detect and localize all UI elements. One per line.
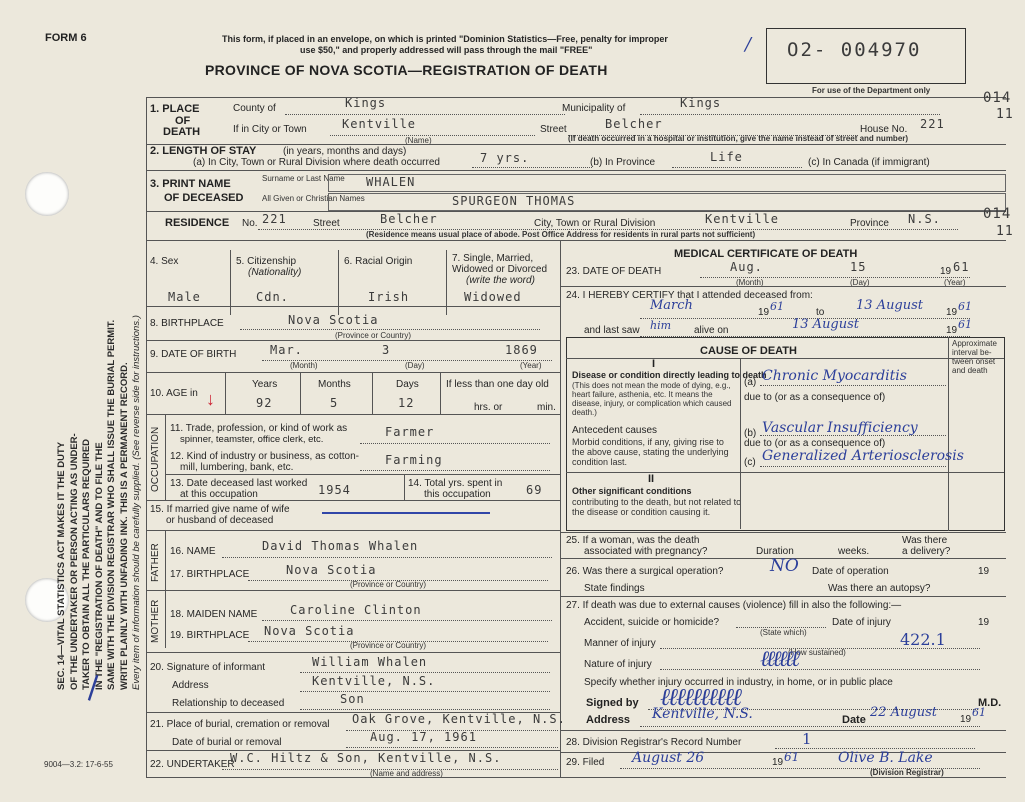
marital-value: Widowed: [464, 290, 522, 304]
of-deceased-label: OF DECEASED: [164, 192, 244, 204]
frame-top: [146, 97, 1006, 98]
stay-a-value: 7 yrs.: [480, 151, 530, 165]
birthplace-sublabel: (Province or Country): [335, 331, 412, 340]
alive-on: 13 August: [792, 317, 860, 332]
father-birthplace: Nova Scotia: [286, 563, 377, 577]
due-to-label-2: due to (or as a consequence of): [744, 438, 886, 449]
physician-signature: ℓℓℓℓℓℓℓℓℓℓ: [660, 683, 740, 711]
dob-day-sublabel: (Day): [405, 361, 425, 370]
physician-address: Kentville, N.S.: [652, 706, 753, 722]
marital-label-2: Widowed or Divorced: [452, 264, 548, 275]
house-value: 221: [920, 117, 945, 131]
print-name-label: 3. PRINT NAME: [150, 178, 231, 190]
mother-birthplace-sublabel: (Province or Country): [350, 641, 427, 650]
surgery-label: 26. Was there a surgical operation?: [566, 566, 724, 577]
father-name-label: 16. NAME: [170, 546, 216, 557]
given-box: [328, 193, 1006, 211]
surname-box: [328, 174, 1006, 192]
division-registrar-label: (Division Registrar): [870, 768, 944, 777]
notice-line-1: This form, if placed in an envelope, on which is printed "Dominion Statistics—Free, penalty for improper: [222, 34, 668, 44]
last-worked-value: 1954: [318, 483, 351, 497]
direct-cause-label: Disease or condition directly leading to death: [572, 370, 767, 380]
notice-line-2: use $50," and properly addressed will pass through the mail "FREE": [300, 45, 593, 55]
autopsy-label: Was there an autopsy?: [828, 583, 931, 594]
margin-check-mark: \: [80, 667, 107, 707]
antecedent-note: Morbid conditions, if any, giving rise to the above cause, stating the underlying condition last.: [572, 437, 729, 467]
cause-a-label: (a): [744, 377, 757, 388]
stay-c-label: (c) In Canada (if immigrant): [808, 157, 930, 168]
residence-label: RESIDENCE: [165, 217, 230, 229]
to-year: 61: [958, 300, 972, 313]
filed-year-prefix: 19: [772, 757, 784, 768]
relationship-label: Relationship to deceased: [172, 698, 285, 709]
spouse-label-1: 15. If married give name of wife: [150, 504, 290, 515]
other-conditions-note: contributing to the death, but not related to the disease or condition causing it.: [572, 497, 742, 517]
dod-day: 15: [850, 260, 867, 274]
hospital-note: (If death occurred in a hospital or institution, give the name instead of street and number): [568, 134, 909, 143]
birthplace-label: 8. BIRTHPLACE: [150, 318, 224, 329]
total-years-label-2: this occupation: [424, 489, 491, 500]
stay-sublabel: (in years, months and days): [283, 146, 407, 157]
place-code-2: 11: [996, 107, 1014, 122]
trade-label-1: 11. Trade, profession, or kind of work as: [170, 423, 348, 434]
due-to-label-1: due to (or as a consequence of): [744, 392, 886, 403]
dob-day: 3: [382, 343, 391, 357]
citizenship-label: 5. Citizenship: [236, 256, 297, 267]
roman-one: I: [652, 358, 656, 370]
duration-label: Duration: [756, 546, 794, 557]
attended-from: March: [650, 298, 693, 313]
sig-year-prefix: 19: [960, 714, 972, 725]
undertaker-sublabel: (Name and address): [370, 769, 443, 778]
alive-year-prefix: 19: [946, 325, 958, 336]
city-name-sublabel: (Name): [405, 136, 432, 145]
informant-address-label: Address: [172, 680, 209, 691]
dob-year: 1869: [505, 343, 538, 357]
from-year-prefix: 19: [758, 307, 770, 318]
min-label: min.: [537, 402, 556, 413]
cause-b: Vascular Insufficiency: [762, 420, 918, 436]
manner-code: 422.1: [900, 630, 946, 649]
stay-label: 2. LENGTH OF STAY: [150, 145, 257, 157]
roman-two: II: [648, 473, 655, 485]
last-saw-label: and last saw: [584, 325, 640, 336]
alive-year: 61: [958, 318, 972, 331]
injury-date-label: Date of injury: [832, 617, 891, 628]
given-label: All Given or Christian Names: [262, 194, 365, 203]
operation-date-year: 19: [978, 566, 990, 577]
sex-label: 4. Sex: [150, 256, 179, 267]
residence-note: (Residence means usual place of abode. Post Office Address for residents in rural parts not sufficient): [366, 230, 756, 239]
to-label: to: [816, 307, 825, 318]
signed-by-label: Signed by: [586, 697, 639, 709]
specify-label: Specify whether injury occurred in industry, in home, or in public place: [584, 677, 893, 688]
days-label: Days: [396, 379, 419, 390]
address-label: Address: [586, 714, 631, 726]
spouse-blue-line: [322, 512, 490, 514]
dod-year: 61: [953, 260, 970, 274]
filed-year: 61: [784, 750, 800, 764]
father-birthplace-label: 17. BIRTHPLACE: [170, 569, 250, 580]
stay-b-label: (b) In Province: [590, 157, 656, 168]
mother-birthplace: Nova Scotia: [264, 624, 355, 638]
residence-no: 221: [262, 212, 287, 226]
city-label: If in City or Town: [233, 124, 307, 135]
industry-value: Farming: [385, 453, 443, 467]
industry-label-1: 12. Kind of industry or business, as cotton-: [170, 451, 359, 462]
citizenship-value: Cdn.: [256, 290, 289, 304]
dod-day-sublabel: (Day): [850, 278, 870, 287]
place-code-1: 014: [983, 90, 1012, 106]
given-value: SPURGEON THOMAS: [452, 194, 576, 208]
frame-left: [146, 97, 147, 777]
total-years-label-1: 14. Total yrs. spent in: [408, 478, 503, 489]
registrar-signature: Olive B. Lake: [838, 750, 933, 766]
mother-birthplace-label: 19. BIRTHPLACE: [170, 630, 250, 641]
relationship-value: Son: [340, 692, 365, 706]
weeks-label: weeks.: [838, 546, 870, 557]
residence-no-label: No.: [242, 218, 258, 229]
registration-number-box: [766, 28, 966, 84]
division-record-value: 1: [802, 730, 812, 748]
manner-label: Manner of injury: [584, 638, 656, 649]
trade-value: Farmer: [385, 425, 435, 439]
birthplace-value: Nova Scotia: [288, 313, 379, 327]
antecedent-label: Antecedent causes: [572, 425, 658, 436]
physician-stroke-1: ℓℓℓℓℓℓ: [760, 647, 797, 672]
informant-sig: William Whalen: [312, 655, 428, 669]
residence-city: Kentville: [705, 212, 780, 226]
undertaker-value: W.C. Hiltz & Son, Kentville, N.S.: [230, 751, 502, 765]
house-label: House No.: [860, 124, 908, 135]
date-of-death-label: 23. DATE OF DEATH: [566, 266, 662, 277]
industry-label-2: mill, lumbering, bank, etc.: [180, 462, 294, 473]
father-birthplace-sublabel: (Province or Country): [350, 580, 427, 589]
pregnancy-label-1: 25. If a woman, was the death: [566, 535, 700, 546]
mother-side-label: MOTHER: [150, 599, 161, 643]
cause-of-death-title: CAUSE OF DEATH: [700, 345, 797, 357]
stay-a-label: (a) In City, Town or Rural Division where death occurred: [193, 157, 440, 168]
marital-label-1: 7. Single, Married,: [452, 253, 534, 264]
age-years: 92: [256, 396, 273, 410]
racial-origin-label: 6. Racial Origin: [344, 256, 413, 267]
dod-year-prefix: 19: [940, 266, 952, 277]
registration-number: O2- 004970: [787, 39, 922, 61]
attended-to: 13 August: [856, 298, 924, 313]
racial-origin-value: Irish: [368, 290, 410, 304]
age-label: 10. AGE in: [150, 388, 198, 399]
occupation-side-label: OCCUPATION: [150, 426, 161, 492]
age-red-mark: ↓: [206, 389, 215, 409]
residence-city-label: City, Town or Rural Division: [534, 218, 656, 229]
sig-date-label: Date: [842, 714, 866, 726]
total-years-value: 69: [526, 483, 543, 497]
dob-label: 9. DATE OF BIRTH: [150, 349, 237, 360]
last-saw-him: him: [650, 319, 672, 332]
surname-label: Surname or Last Name: [262, 174, 345, 183]
operation-date-label: Date of operation: [812, 566, 889, 577]
dod-month: Aug.: [730, 260, 763, 274]
municipality-label: Municipality of: [562, 103, 626, 114]
division-record-label: 28. Division Registrar's Record Number: [566, 737, 742, 748]
spouse-label-2: or husband of deceased: [166, 515, 274, 526]
how-sustained-label: (How sustained): [788, 648, 846, 657]
print-code: 9004—3.2: 17-6-55: [44, 760, 113, 769]
dod-month-sublabel: (Month): [736, 278, 764, 287]
place-death-label: DEATH: [163, 126, 201, 138]
burial-place-label: 21. Place of burial, cremation or removal: [150, 719, 330, 730]
to-year-prefix: 19: [946, 307, 958, 318]
sig-date: 22 August: [870, 705, 938, 720]
burial-place: Oak Grove, Kentville, N.S.: [352, 712, 566, 726]
direct-cause-note: (This does not mean the mode of dying, e.g., heart failure, asthenia, etc. It means the disease, injury, or complication which caused death.): [572, 381, 732, 417]
surname-value: WHALEN: [366, 175, 416, 189]
street-label: Street: [540, 124, 567, 135]
injury-date-year: 19: [978, 617, 990, 628]
last-worked-label-1: 13. Date deceased last worked: [170, 478, 308, 489]
place-label: 1. PLACE: [150, 103, 200, 115]
form-title: PROVINCE OF NOVA SCOTIA—REGISTRATION OF DEATH: [205, 62, 608, 78]
citizenship-sublabel: (Nationality): [248, 267, 302, 278]
reg-check-mark: /: [745, 34, 752, 55]
other-conditions-label: Other significant conditions: [572, 486, 692, 496]
dob-month-sublabel: (Month): [290, 361, 318, 370]
accident-label: Accident, suicide or homicide?: [584, 617, 720, 628]
place-of-label: OF: [175, 115, 191, 127]
last-worked-label-2: at this occupation: [180, 489, 258, 500]
filed-date: August 26: [632, 750, 705, 766]
county-label: County of: [233, 103, 276, 114]
dod-year-sublabel: (Year): [944, 278, 966, 287]
sex-value: Male: [168, 290, 201, 304]
certify-label: 24. I HEREBY CERTIFY that I attended deceased from:: [566, 290, 813, 301]
mother-maiden-label: 18. MAIDEN NAME: [170, 609, 258, 620]
cause-c-label: (c): [744, 457, 756, 468]
burial-date-label: Date of burial or removal: [172, 737, 282, 748]
surgery-value: NO: [770, 556, 799, 576]
cause-a: Chronic Myocarditis: [762, 368, 907, 384]
informant-address: Kentville, N.S.: [312, 674, 436, 688]
sig-year: 61: [972, 706, 986, 719]
undertaker-label: 22. UNDERTAKER: [150, 759, 235, 770]
years-label: Years: [252, 379, 278, 390]
street-value: Belcher: [605, 117, 663, 131]
delivery-label-1: Was there: [902, 535, 948, 546]
form-number: FORM 6: [45, 32, 87, 44]
from-year: 61: [770, 300, 784, 313]
cause-b-label: (b): [744, 428, 757, 439]
external-causes-label: 27. If death was due to external causes (violence) fill in also the following:—: [566, 600, 902, 611]
medical-cert-title: MEDICAL CERTIFICATE OF DEATH: [674, 248, 858, 260]
informant-sig-label: 20. Signature of informant: [150, 662, 266, 673]
cause-c: Generalized Arteriosclerosis: [762, 448, 964, 464]
residence-province-label: Province: [850, 218, 889, 229]
age-months: 5: [330, 396, 339, 410]
delivery-label-2: a delivery?: [902, 546, 951, 557]
marital-label-3: (write the word): [466, 275, 535, 286]
filed-label: 29. Filed: [566, 757, 605, 768]
mother-maiden-name: Caroline Clinton: [290, 603, 422, 617]
interval-label: Approximate interval be-tween onset and death: [952, 339, 997, 375]
pregnancy-label-2: associated with pregnancy?: [584, 546, 708, 557]
father-side-label: FATHER: [150, 543, 161, 582]
municipality-value: Kings: [680, 96, 722, 110]
county-value: Kings: [345, 96, 387, 110]
state-which-label: (State which): [760, 628, 807, 637]
age-days: 12: [398, 396, 415, 410]
months-label: Months: [318, 379, 351, 390]
father-name: David Thomas Whalen: [262, 539, 419, 553]
nature-label: Nature of injury: [584, 659, 652, 670]
residence-code-2: 11: [996, 224, 1014, 239]
residence-street-label: Street: [313, 218, 340, 229]
side-instructions: SEC. 14—VITAL STATISTICS ACT MAKES IT THE DUTY OF THE UNDERTAKER OR PERSON ACTING AS UNDER- TAKER TO OBTAIN ALL THE PARTICULARS REQUIRED IN THE "REGISTRATION OF DEATH" AND TO FILE THE SAME WITH THE DIVISION REGISTRAR WHO SHALL ISSUE THE BURIAL PERMIT. WRITE PLAINLY WITH UNFADING INK. THIS IS A PERMANENT RECORD. Every item of information should be carefully supplied. (See reverse side for instructions.): [56, 315, 142, 690]
hrs-label: hrs. or: [474, 402, 503, 413]
dob-month: Mar.: [270, 343, 303, 357]
trade-label-2: spinner, teamster, office clerk, etc.: [180, 434, 324, 445]
dob-year-sublabel: (Year): [520, 361, 542, 370]
residence-street: Belcher: [380, 212, 438, 226]
state-findings-label: State findings: [584, 583, 645, 594]
residence-code-1: 014: [983, 206, 1012, 222]
dept-use-label: For use of the Department only: [812, 86, 931, 95]
md-label: M.D.: [978, 697, 1002, 709]
burial-date: Aug. 17, 1961: [370, 730, 477, 744]
stay-b-value: Life: [710, 150, 743, 164]
city-value: Kentville: [342, 117, 417, 131]
alive-on-label: alive on: [694, 325, 729, 336]
residence-province: N.S.: [908, 212, 941, 226]
less-than-day-label: If less than one day old: [446, 379, 549, 390]
